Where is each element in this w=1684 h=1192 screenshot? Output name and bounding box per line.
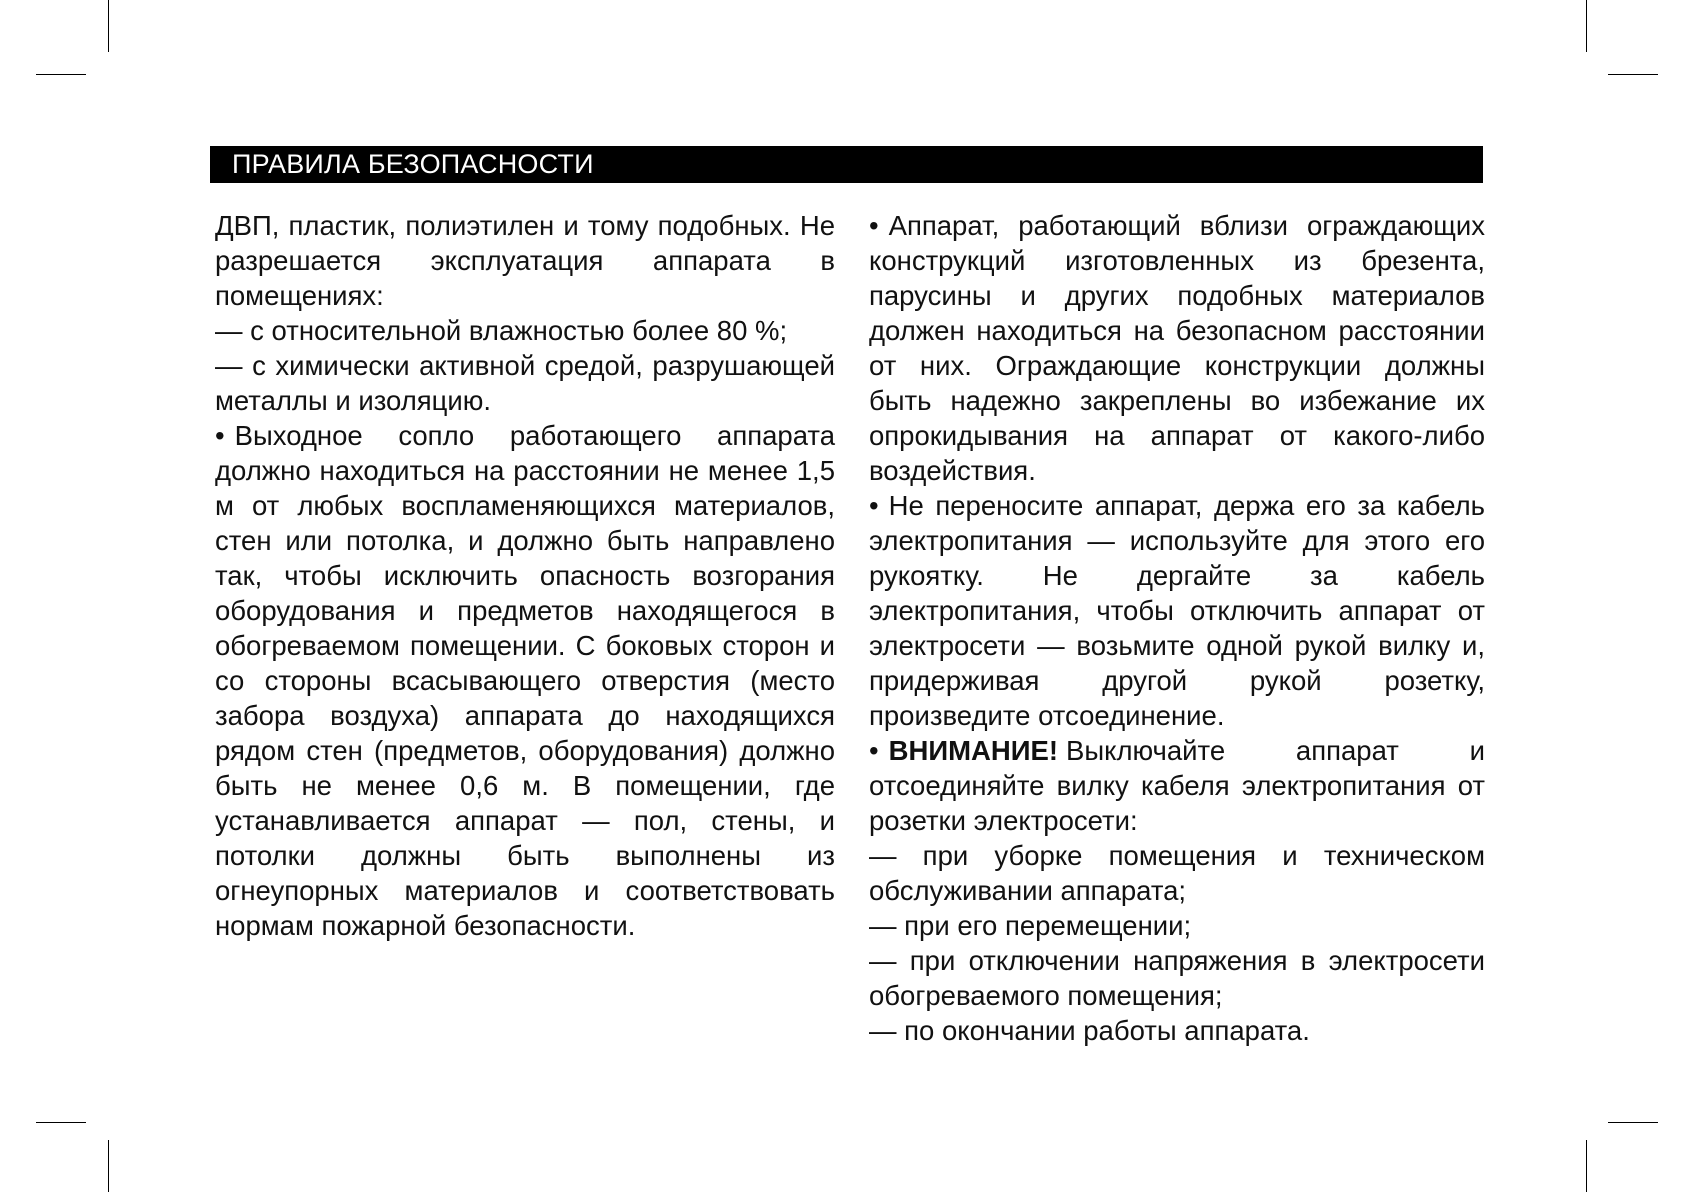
right-text-column <box>869 208 1485 1048</box>
paragraph: — с относительной влажностью более 80 %; <box>215 315 788 346</box>
warning-paragraph <box>869 733 1485 838</box>
paragraph: ДВП, пластик, полиэтилен и тому подобных. Не разрешается эксплуатация аппарата в помещениях: <box>215 210 835 311</box>
bullet-paragraph <box>869 208 1485 488</box>
paragraph-text: Выключайте аппарат и отсоединяйте вилку кабеля электропитания от розетки электросети: <box>869 735 1485 836</box>
paragraph-text: Выходное сопло работающего аппарата должно находиться на расстоянии не менее 1,5 м от любых воспламеняющихся материалов, стен или потолка, и должно быть направлено так, чтобы исключить опасность возгорания оборудования и предметов находящегося в обогреваемом помещении. С боковых сторон и со стороны всасывающего отверстия (место забора воздуха) аппарата до находящихся рядом стен (предметов, оборудования) должно быть не менее 0,6 м. В помещении, где устанавливается аппарат — пол, стены, и потолки должны быть выполнены из огнеупорных материалов и соответствовать нормам пожарной безопасности. <box>215 420 835 941</box>
paragraph-text: Не переносите аппарат, держа его за кабель электропитания — используйте для этого его рукоятку. Не дергайте за кабель электропитания, чтобы отключить аппарат от электросети — возьмите одной рукой вилку и, придерживая другой рукой розетку, произведите отсоединение. <box>869 490 1485 731</box>
paragraph: — при его перемещении; <box>869 910 1192 941</box>
crop-mark-bottom-left-vertical <box>108 1140 109 1192</box>
crop-mark-bottom-right-vertical <box>1586 1140 1587 1192</box>
warning-label: ВНИМАНИЕ! <box>888 735 1059 766</box>
section-header <box>210 146 1483 183</box>
bullet-paragraph <box>215 418 835 943</box>
crop-mark-top-left-horizontal <box>36 74 86 75</box>
paragraph: — при отключении напряжения в электросети обогреваемого помещения; <box>869 945 1485 1011</box>
crop-mark-bottom-right-horizontal <box>1608 1122 1658 1123</box>
section-title: ПРАВИЛА БЕЗОПАСНОСТИ <box>232 149 594 179</box>
bullet-paragraph <box>869 488 1485 733</box>
bullet-marker: • <box>869 210 879 241</box>
paragraph: — с химически активной средой, разрушающей металлы и изоляцию. <box>215 350 835 416</box>
left-text-column <box>215 208 835 943</box>
crop-mark-top-left-vertical <box>108 0 109 52</box>
crop-mark-top-right-horizontal <box>1608 74 1658 75</box>
bullet-marker: • <box>215 420 225 451</box>
crop-mark-bottom-left-horizontal <box>36 1122 86 1123</box>
crop-mark-top-right-vertical <box>1586 0 1587 52</box>
paragraph-text: Аппарат, работающий вблизи ограждающих конструкций изготовленных из брезента, парусины и других подобных материалов должен находиться на безопасном расстоянии от них. Ограждающие конструкции должны быть надежно закреплены во избежание их опрокидывания на аппарат от какого-либо воздействия. <box>869 210 1485 486</box>
paragraph: — при уборке помещения и техническом обслуживании аппарата; <box>869 840 1485 906</box>
bullet-marker: • <box>869 490 879 521</box>
bullet-marker: • <box>869 735 879 766</box>
paragraph: — по окончании работы аппарата. <box>869 1015 1310 1046</box>
